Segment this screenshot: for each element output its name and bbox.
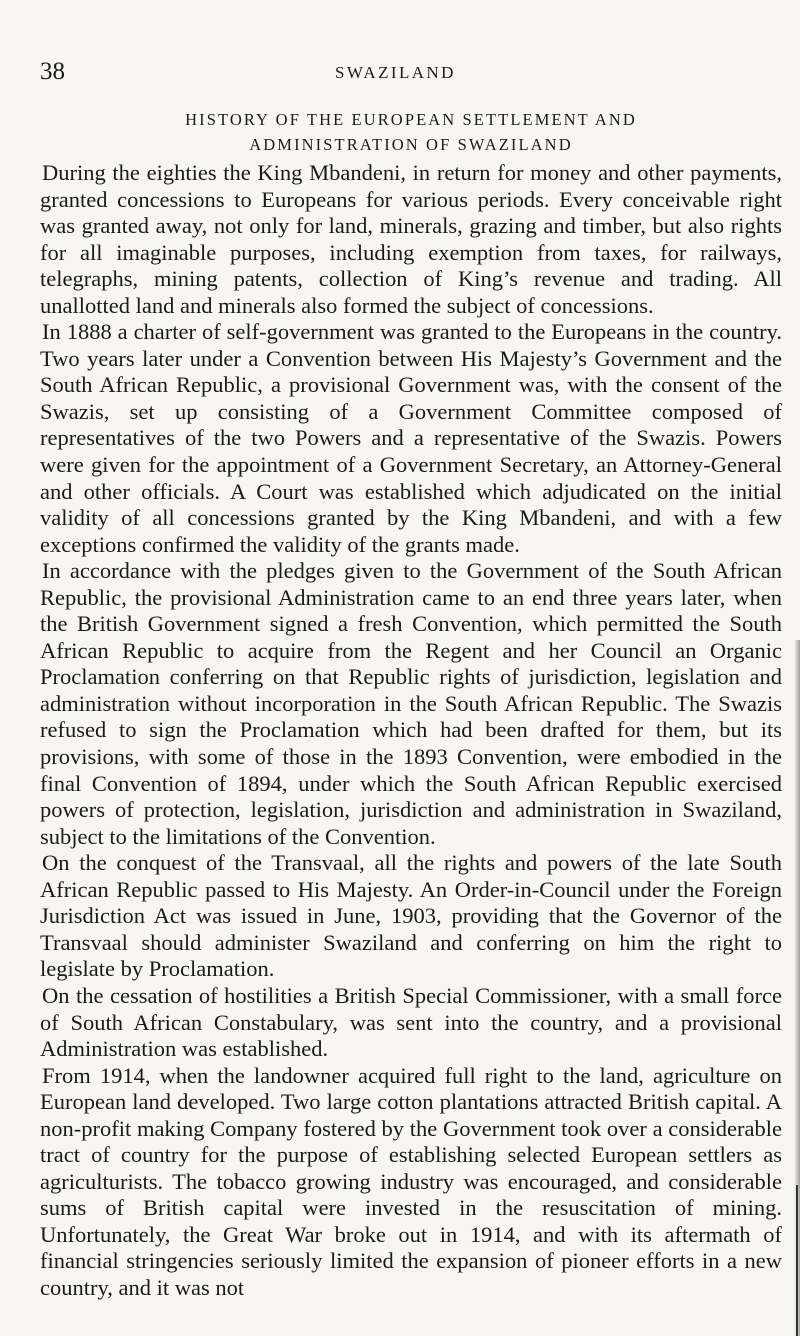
running-title: SWAZILAND [335,63,456,82]
paragraph: In 1888 a charter of self-government was granted to the Europeans in the country. Two years later under a Convention between His Majesty’s Government and the South African Republic, a provisional Government was, with the consent of the Swazis, set up consisting of a Government Committee composed of representatives of the two Powers and a representative of the Swazis. Powers were given for the appointment of a Government Secretary, an Attorney-General and other officials. A Court was established which adjudicated on the initial validity of all concessions granted by the King Mbandeni, and with a few exceptions confirmed the validity of the grants made. [40,319,782,557]
page-edge-line [796,1185,798,1336]
section-heading-line-2: ADMINISTRATION OF SWAZILAND [249,135,573,154]
paragraph: In accordance with the pledges given to the Government of the South African Republic, the provisional Administration came to an end three years later, when the British Government signed a fresh Convention, which permitted the South African Republic to acquire from the Regent and her Council an Organic Proclamation conferring on that Republic rights of jurisdiction, legislation and administration without incorporation in the South African Republic. The Swazis refused to sign the Proclamation which had been drafted for them, but its provisions, with some of those in the 1893 Convention, were embodied in the final Convention of 1894, under which the South African Republic exercised powers of protection, legislation, jurisdiction and administration in Swaziland, subject to the limitations of the Convention. [40,558,782,849]
body-text [40,160,782,1302]
section-heading-line-1: HISTORY OF THE EUROPEAN SETTLEMENT AND [185,110,637,129]
page-number: 38 [40,58,65,85]
running-head [0,58,800,88]
paragraph: From 1914, when the landowner acquired full right to the land, agriculture on European land developed. Two large cotton plantations attracted British capital. A non-profit making Company fostered by the Government took over a considerable tract of country for the purpose of establishing selected European settlers as agriculturists. The tobacco growing industry was encouraged, and considerable sums of British capital were invested in the resuscitation of mining. Unfortunately, the Great War broke out in 1914, and with its aftermath of financial stringencies seriously limited the expansion of pioneer efforts in a new country, and it was not [40,1062,782,1300]
paragraph: During the eighties the King Mbandeni, in return for money and other payments, granted concessions to Europeans for various periods. Every conceivable right was granted away, not only for land, minerals, grazing and timber, but also rights for all imaginable purposes, including exemption from taxes, for railways, telegraphs, mining patents, collection of King’s revenue and trading. All unallotted land and minerals also formed the subject of concessions. [40,160,782,318]
paragraph: On the cessation of hostilities a British Special Commissioner, with a small force of South African Constabulary, was sent into the country, and a provisional Administration was established. [40,982,782,1062]
paragraph: On the conquest of the Transvaal, all the rights and powers of the late South African Republic passed to His Majesty. An Order-in-Council under the Foreign Jurisdiction Act was issued in June, 1903, providing that the Governor of the Transvaal should administer Swaziland and conferring on him the right to legislate by Proclamation. [40,850,782,982]
